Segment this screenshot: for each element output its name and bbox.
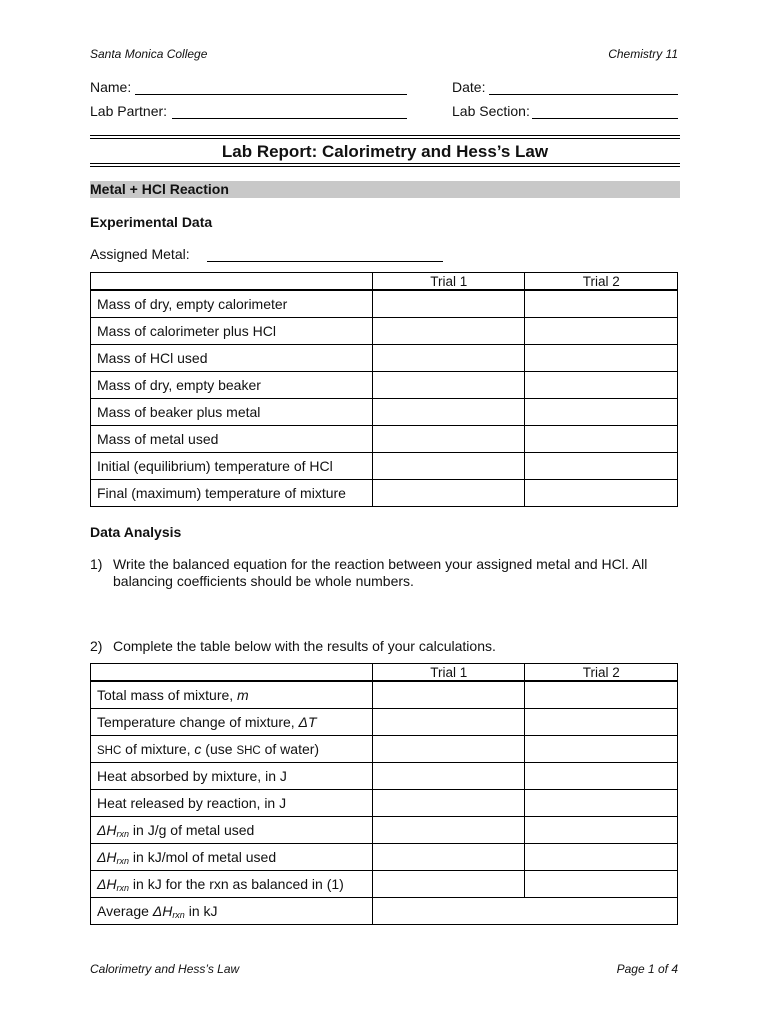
calculations-table <box>90 663 678 925</box>
section-bar <box>90 181 680 198</box>
table-row <box>91 399 678 426</box>
experimental-data-heading: Experimental Data <box>90 214 213 230</box>
trial-1-cell[interactable] <box>372 318 525 345</box>
row-label-heat-absorbed: Heat absorbed by mixture, in J <box>91 763 373 790</box>
title-rule-bottom-2 <box>90 166 680 167</box>
trial-1-cell[interactable] <box>372 871 525 898</box>
label-text: Average <box>97 902 153 919</box>
trial-1-cell[interactable] <box>372 709 525 736</box>
header-cell-blank <box>91 664 373 682</box>
shc-abbrev: SHC <box>97 745 122 757</box>
question-1-line-2: balancing coefficients should be whole numbers. <box>113 573 414 589</box>
delta-symbol: Δ <box>298 714 308 730</box>
question-2-text: Complete the table below with the results of your calculations. <box>113 638 496 654</box>
table-header-row <box>91 273 678 291</box>
row-label: Initial (equilibrium) temperature of HCl <box>91 453 373 480</box>
variable-h: H <box>106 875 117 892</box>
row-label: Mass of beaker plus metal <box>91 399 373 426</box>
trial-2-cell[interactable] <box>525 844 678 871</box>
average-cell[interactable] <box>372 898 677 925</box>
trial-2-cell[interactable] <box>525 480 678 507</box>
rxn-subscript: rxn <box>116 828 130 839</box>
row-label-shc <box>91 736 373 763</box>
trial-2-cell[interactable] <box>525 736 678 763</box>
table-row <box>91 290 678 318</box>
row-label-total-mass <box>91 681 373 709</box>
lab-section-label: Lab Section: <box>452 103 530 119</box>
rxn-subscript: rxn <box>116 855 130 866</box>
table-row <box>91 817 678 844</box>
section-bar-label: Metal + HCl Reaction <box>90 181 229 197</box>
lab-partner-field[interactable] <box>172 118 407 119</box>
table-row <box>91 345 678 372</box>
row-label: Mass of dry, empty beaker <box>91 372 373 399</box>
delta-symbol: Δ <box>152 902 163 919</box>
trial-2-cell[interactable] <box>525 426 678 453</box>
row-label: Mass of dry, empty calorimeter <box>91 290 373 318</box>
footer-page-number: Page 1 of 4 <box>616 962 678 976</box>
page-title: Lab Report: Calorimetry and Hess’s Law <box>221 142 549 161</box>
row-label-temperature-change <box>91 709 373 736</box>
trial-2-cell[interactable] <box>525 399 678 426</box>
trial-2-cell[interactable] <box>525 453 678 480</box>
trial-2-cell[interactable] <box>525 817 678 844</box>
table-row <box>91 426 678 453</box>
table-row <box>91 318 678 345</box>
row-label: Final (maximum) temperature of mixture <box>91 480 373 507</box>
trial-1-cell[interactable] <box>372 736 525 763</box>
label-text: of mixture, <box>121 741 195 757</box>
table-row <box>91 681 678 709</box>
table-row <box>91 372 678 399</box>
row-label-heat-released: Heat released by reaction, in J <box>91 790 373 817</box>
rxn-subscript: rxn <box>116 882 130 893</box>
table-row <box>91 736 678 763</box>
variable-h: H <box>106 848 117 865</box>
rxn-subscript: rxn <box>172 909 185 920</box>
header-institution: Santa Monica College <box>90 47 208 61</box>
table-header-row <box>91 664 678 682</box>
title-rule-top-1 <box>90 135 680 136</box>
label-text: Total mass of mixture, <box>97 687 238 703</box>
row-label-dh-kj-per-mol <box>91 844 373 871</box>
label-text: in kJ <box>184 902 218 919</box>
trial-2-cell[interactable] <box>525 290 678 318</box>
header-cell-blank <box>91 273 373 291</box>
trial-1-cell[interactable] <box>372 290 525 318</box>
title-rule-bottom-1 <box>90 163 680 164</box>
label-text: in kJ/mol of metal used <box>129 848 277 865</box>
trial-1-cell[interactable] <box>372 763 525 790</box>
date-field[interactable] <box>489 94 678 95</box>
trial-1-cell[interactable] <box>372 399 525 426</box>
label-text: (use <box>201 741 237 757</box>
trial-2-cell[interactable] <box>525 372 678 399</box>
delta-symbol: Δ <box>97 821 107 838</box>
date-label: Date: <box>452 79 486 95</box>
question-2-number: 2) <box>90 638 103 654</box>
data-analysis-heading: Data Analysis <box>90 524 182 540</box>
trial-2-cell[interactable] <box>525 681 678 709</box>
label-text: in kJ for the rxn as balanced in (1) <box>129 875 344 892</box>
trial-2-cell[interactable] <box>525 345 678 372</box>
trial-1-cell[interactable] <box>372 790 525 817</box>
assigned-metal-field[interactable] <box>207 261 443 262</box>
variable-m: m <box>237 687 249 703</box>
title-rule-top-2 <box>90 138 680 139</box>
experimental-data-table <box>90 272 678 507</box>
trial-1-cell[interactable] <box>372 345 525 372</box>
table-row <box>91 480 678 507</box>
footer-title: Calorimetry and Hess’s Law <box>90 962 240 976</box>
row-label-dh-kj-balanced <box>91 871 373 898</box>
trial-1-cell[interactable] <box>372 681 525 709</box>
variable-h: H <box>162 902 173 919</box>
name-field[interactable] <box>135 94 407 95</box>
question-1-number: 1) <box>90 556 103 572</box>
assigned-metal-label: Assigned Metal: <box>90 246 190 262</box>
name-label: Name: <box>90 79 132 95</box>
shc-abbrev: SHC <box>236 745 261 757</box>
variable-h: H <box>106 821 117 838</box>
delta-symbol: Δ <box>97 875 107 892</box>
question-1-line-1: Write the balanced equation for the reaction between your assigned metal and HCl. All <box>113 556 648 572</box>
table-row <box>91 453 678 480</box>
trial-2-cell[interactable] <box>525 790 678 817</box>
row-label-dh-j-per-g <box>91 817 373 844</box>
trial-1-cell[interactable] <box>372 426 525 453</box>
header-trial-1: Trial 1 <box>372 664 525 682</box>
table-row <box>91 844 678 871</box>
trial-2-cell[interactable] <box>525 871 678 898</box>
row-label: Mass of metal used <box>91 426 373 453</box>
header-trial-2: Trial 2 <box>525 273 678 291</box>
header-trial-1: Trial 1 <box>372 273 525 291</box>
variable-c: c <box>194 741 202 757</box>
trial-1-cell[interactable] <box>372 372 525 399</box>
lab-partner-label: Lab Partner: <box>90 103 168 119</box>
row-label-average-dh <box>91 898 373 925</box>
label-text: in J/g of metal used <box>129 821 255 838</box>
table-row <box>91 709 678 736</box>
trial-1-cell[interactable] <box>372 480 525 507</box>
lab-section-field[interactable] <box>532 118 678 119</box>
trial-1-cell[interactable] <box>372 453 525 480</box>
label-text: Temperature change of mixture, <box>97 714 299 730</box>
trial-1-cell[interactable] <box>372 844 525 871</box>
trial-2-cell[interactable] <box>525 318 678 345</box>
label-text: of water) <box>260 741 320 757</box>
trial-2-cell[interactable] <box>525 763 678 790</box>
table-row <box>91 790 678 817</box>
delta-symbol: Δ <box>97 848 107 865</box>
variable-t: T <box>307 714 317 730</box>
header-course: Chemistry 11 <box>608 47 678 61</box>
table-row <box>91 763 678 790</box>
trial-2-cell[interactable] <box>525 709 678 736</box>
header-trial-2: Trial 2 <box>525 664 678 682</box>
table-row <box>91 898 678 925</box>
table-row <box>91 871 678 898</box>
trial-1-cell[interactable] <box>372 817 525 844</box>
row-label: Mass of calorimeter plus HCl <box>91 318 373 345</box>
row-label: Mass of HCl used <box>91 345 373 372</box>
